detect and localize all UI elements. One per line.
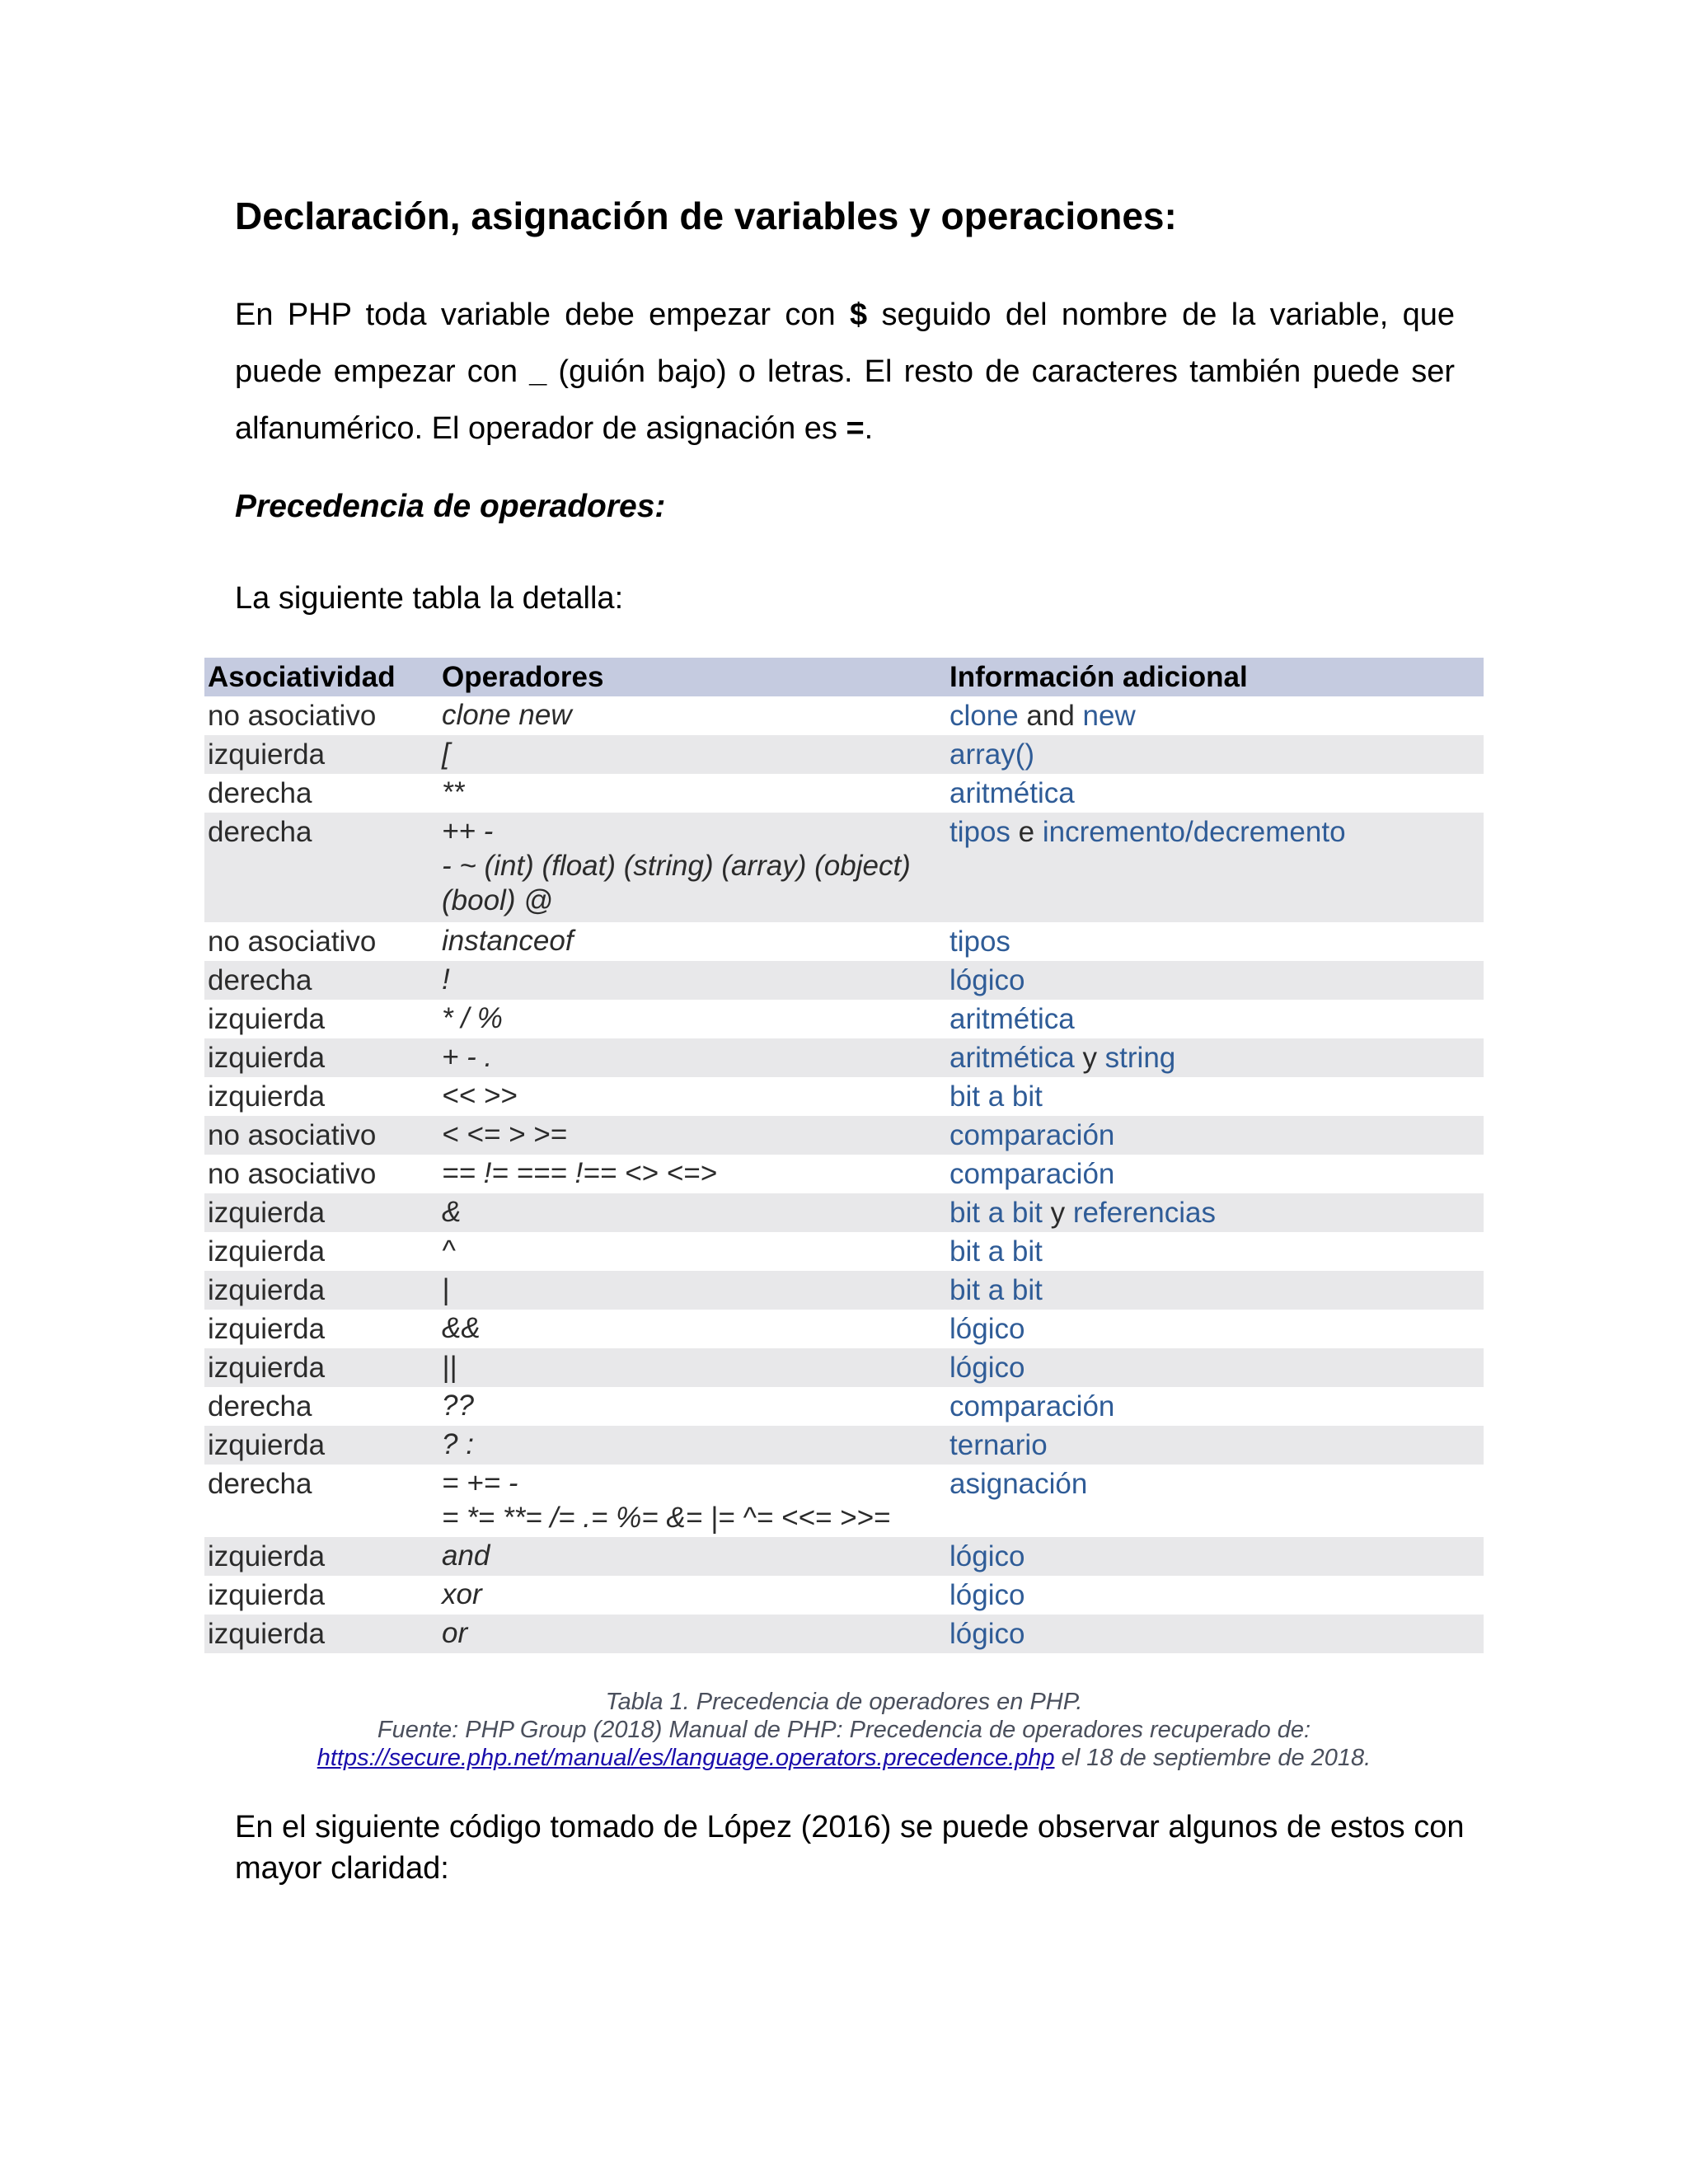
info-cell [946, 1271, 1484, 1310]
operators-line: ? : [442, 1428, 474, 1460]
info-link[interactable]: lógico [950, 1579, 1025, 1611]
table-lead-text: La siguiente tabla la detalla: [235, 581, 624, 616]
table-row [204, 961, 1484, 1000]
associativity-cell: izquierda [208, 738, 326, 771]
info-link[interactable]: lógico [950, 964, 1025, 996]
info-cell [946, 1038, 1484, 1077]
table-row [204, 1116, 1484, 1155]
operators-cell [438, 696, 946, 735]
table-row [204, 1465, 1484, 1537]
operators-cell [438, 961, 946, 1000]
table-row [204, 1426, 1484, 1465]
info-cell [946, 774, 1484, 813]
table-row [204, 1348, 1484, 1387]
dollar-symbol: $ [849, 298, 868, 332]
info-link[interactable]: new [1082, 700, 1136, 732]
info-link[interactable]: bit a bit [950, 1197, 1043, 1229]
operators-line: clone new [442, 699, 572, 731]
caption-link-line [0, 1744, 1688, 1772]
operators-cell [438, 813, 946, 922]
info-link[interactable]: lógico [950, 1618, 1025, 1650]
info-link[interactable]: aritmética [950, 1003, 1075, 1035]
table-row [204, 1000, 1484, 1038]
info-link[interactable]: lógico [950, 1540, 1025, 1572]
info-link[interactable]: tipos [950, 816, 1010, 848]
operators-line: && [442, 1312, 481, 1344]
table-header-row [204, 658, 1484, 696]
underscore-symbol: _ [529, 354, 547, 389]
intro-text-4: . [864, 411, 874, 446]
operators-cell [438, 1193, 946, 1232]
info-link[interactable]: bit a bit [950, 1274, 1043, 1306]
operators-line: || [442, 1351, 457, 1383]
info-cell [946, 735, 1484, 774]
info-link[interactable]: referencias [1072, 1197, 1216, 1229]
info-cell [946, 1193, 1484, 1232]
intro-text-2: seguido del nombre de la variable, que puede empezar con [235, 298, 1456, 389]
associativity-cell: izquierda [208, 1352, 326, 1384]
info-link[interactable]: ternario [950, 1429, 1048, 1461]
operators-cell [438, 1232, 946, 1271]
intro-paragraph [235, 287, 1455, 457]
operators-cell [438, 1537, 946, 1576]
table-row [204, 1271, 1484, 1310]
table-row [204, 922, 1484, 961]
info-cell [946, 1310, 1484, 1348]
header-operators: Operadores [442, 661, 604, 693]
table-row [204, 774, 1484, 813]
operators-cell [438, 1116, 946, 1155]
operators-line: or [442, 1617, 468, 1649]
caption-title: Tabla 1. Precedencia de operadores en PHP. [605, 1689, 1083, 1715]
associativity-cell: izquierda [208, 1313, 326, 1345]
info-cell [946, 1387, 1484, 1426]
operators-line: ! [442, 963, 450, 996]
intro-text-3: (guión bajo) o letras. El resto de caracteres también puede ser alfanumérico. El operador de asignación es [235, 354, 1455, 446]
table-row [204, 1576, 1484, 1615]
associativity-cell: izquierda [208, 1579, 326, 1611]
operators-line: ^ [442, 1235, 456, 1267]
associativity-cell: no asociativo [208, 926, 377, 958]
operators-cell [438, 1387, 946, 1426]
info-cell [946, 961, 1484, 1000]
caption-source: Fuente: PHP Group (2018) Manual de PHP: Precedencia de operadores recuperado de: [377, 1717, 1311, 1743]
info-link[interactable]: lógico [950, 1352, 1025, 1384]
associativity-cell: izquierda [208, 1429, 326, 1461]
info-link[interactable]: bit a bit [950, 1235, 1043, 1268]
info-link[interactable]: asignación [950, 1468, 1088, 1500]
table-row [204, 735, 1484, 774]
associativity-cell: izquierda [208, 1042, 326, 1074]
operators-line: = += - [442, 1467, 518, 1499]
operators-line: ?? [442, 1390, 474, 1422]
info-cell [946, 1116, 1484, 1155]
info-cell [946, 1537, 1484, 1576]
operators-cell [438, 774, 946, 813]
info-link[interactable]: array() [950, 738, 1035, 771]
operators-cell [438, 1000, 946, 1038]
intro-text-1: En PHP toda variable debe empezar con [235, 298, 850, 332]
info-link[interactable]: comparación [950, 1390, 1115, 1422]
operators-cell [438, 735, 946, 774]
info-link[interactable]: clone [950, 700, 1019, 732]
table-row [204, 813, 1484, 922]
table-row [204, 1387, 1484, 1426]
operators-line: < <= > >= [442, 1118, 567, 1151]
associativity-cell: derecha [208, 1468, 312, 1500]
operators-line: [ [442, 738, 450, 770]
associativity-cell: no asociativo [208, 700, 377, 732]
info-link[interactable]: bit a bit [950, 1080, 1043, 1113]
info-cell [946, 1232, 1484, 1271]
info-link[interactable]: comparación [950, 1119, 1115, 1151]
operators-cell [438, 1038, 946, 1077]
associativity-cell: izquierda [208, 1197, 326, 1229]
header-associativity: Asociatividad [208, 661, 396, 693]
operators-line: instanceof [442, 925, 574, 957]
operators-line: ++ - [442, 815, 494, 847]
info-cell [946, 1000, 1484, 1038]
operators-line: == != === !== <> <=> [442, 1157, 717, 1189]
associativity-cell: derecha [208, 816, 312, 848]
table-row [204, 1077, 1484, 1116]
table-row [204, 1615, 1484, 1653]
section-heading: Declaración, asignación de variables y operaciones: [235, 194, 1177, 237]
operators-cell [438, 1426, 946, 1465]
operators-cell [438, 922, 946, 961]
table-row [204, 1537, 1484, 1576]
info-cell [946, 1615, 1484, 1653]
table-row [204, 1193, 1484, 1232]
operators-line: & [442, 1196, 462, 1228]
operators-line: xor [442, 1578, 482, 1610]
info-cell [946, 1155, 1484, 1193]
associativity-cell: no asociativo [208, 1158, 377, 1190]
associativity-cell: no asociativo [208, 1119, 377, 1151]
info-link[interactable]: tipos [950, 926, 1010, 958]
caption-date: el 18 de septiembre de 2018. [1054, 1745, 1372, 1771]
associativity-cell: izquierda [208, 1274, 326, 1306]
associativity-cell: derecha [208, 1390, 312, 1422]
associativity-cell: derecha [208, 964, 312, 996]
operators-line: = *= **= /= .= %= &= |= ^= <<= >>= [442, 1502, 891, 1534]
associativity-cell: izquierda [208, 1540, 326, 1572]
table-row [204, 696, 1484, 735]
operators-line: (bool) @ [442, 884, 553, 916]
associativity-cell: izquierda [208, 1235, 326, 1268]
info-link[interactable]: aritmética [950, 777, 1075, 809]
operators-cell [438, 1310, 946, 1348]
associativity-cell: izquierda [208, 1618, 326, 1650]
info-cell [946, 1077, 1484, 1116]
info-cell [946, 1465, 1484, 1537]
info-cell [946, 1576, 1484, 1615]
info-link[interactable]: lógico [950, 1313, 1025, 1345]
info-cell [946, 1348, 1484, 1387]
operators-cell [438, 1465, 946, 1537]
table-row [204, 1232, 1484, 1271]
operators-cell [438, 1077, 946, 1116]
source-link[interactable]: https://secure.php.net/manual/es/language.operators.precedence.php [316, 1745, 1055, 1771]
operators-cell [438, 1615, 946, 1653]
info-connector: y [1074, 1042, 1105, 1074]
operators-cell [438, 1271, 946, 1310]
subsection-heading: Precedencia de operadores: [235, 489, 666, 524]
operators-line: | [442, 1273, 450, 1305]
table-body [204, 696, 1484, 1653]
operators-line: << >> [442, 1080, 518, 1112]
table-row [204, 1155, 1484, 1193]
info-link[interactable]: aritmética [950, 1042, 1075, 1074]
info-cell [946, 922, 1484, 961]
operators-cell [438, 1155, 946, 1193]
operators-line: * / % [442, 1002, 503, 1034]
info-cell [946, 813, 1484, 922]
operators-line: + - . [442, 1041, 493, 1073]
operators-line: - ~ (int) (float) (string) (array) (object) [442, 850, 911, 882]
operators-cell [438, 1348, 946, 1387]
closing-paragraph: En el siguiente código tomado de López (2016) se puede observar algunos de estos con mayor claridad: [235, 1810, 1465, 1886]
operator-precedence-table [204, 658, 1484, 1653]
operators-line: and [442, 1540, 490, 1572]
table-row [204, 1310, 1484, 1348]
info-connector: y [1042, 1197, 1073, 1229]
associativity-cell: izquierda [208, 1080, 326, 1113]
info-link[interactable]: comparación [950, 1158, 1115, 1190]
table-row [204, 1038, 1484, 1077]
info-cell [946, 696, 1484, 735]
equals-symbol: = [846, 411, 865, 446]
associativity-cell: izquierda [208, 1003, 326, 1035]
table-caption [0, 1688, 1688, 1772]
associativity-cell: derecha [208, 777, 312, 809]
operators-line: ** [442, 776, 465, 808]
info-link[interactable]: string [1104, 1042, 1176, 1074]
info-link[interactable]: incremento/decremento [1042, 816, 1346, 848]
info-cell [946, 1426, 1484, 1465]
operators-cell [438, 1576, 946, 1615]
info-connector: e [1010, 816, 1043, 848]
info-connector: and [1018, 700, 1083, 732]
header-additional-info: Información adicional [950, 661, 1248, 693]
